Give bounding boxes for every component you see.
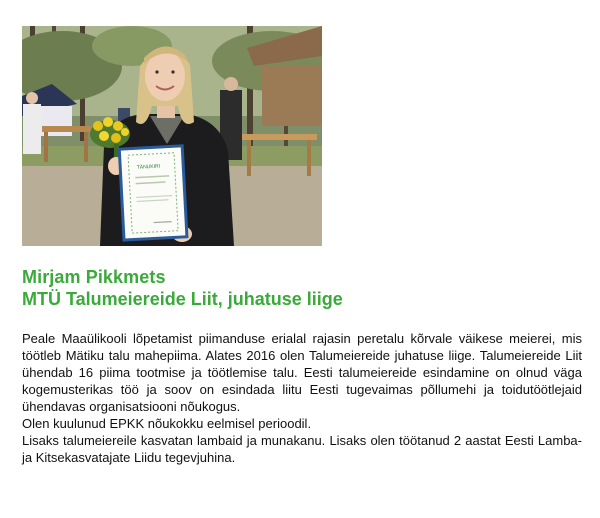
profile-bio [22,330,582,466]
bio-paragraph: Lisaks talumeiereile kasvatan lambaid ja munakanu. Lisaks olen töötanud 2 aastat Eesti Lamba-ja Kitsekasvatajate Liidu tegevjuhina. [22,433,582,465]
profile-role: MTÜ Talumeiereide Liit, juhatuse liige [22,289,343,309]
bio-paragraph: Olen kuulunud EPKK nõukokku eelmisel perioodil. [22,416,312,431]
bio-paragraph: Peale Maaülikooli lõpetamist piimanduse erialal rajasin peretalu kõrvale väikese meierei, mis töötleb Mätiku talu mahepiima. Alates 2016 olen Talumeiereide juhatuse liige. Talumeiereide Liit ühendab 16 piima tootmise ja töötlemise talu. Eesti talumeiereide esindamine on olnud väga kogemusterikas töö ja soov on esindada liitu Eesti tugevaimas põllumehi ja toidutöötlejaid ühendavas organisatsiooni nõukogus. [22,331,582,414]
profile-name: Mirjam Pikkmets [22,267,166,287]
certificate-title: TÄNUKIRI [136,163,161,171]
profile-photo [22,26,322,246]
